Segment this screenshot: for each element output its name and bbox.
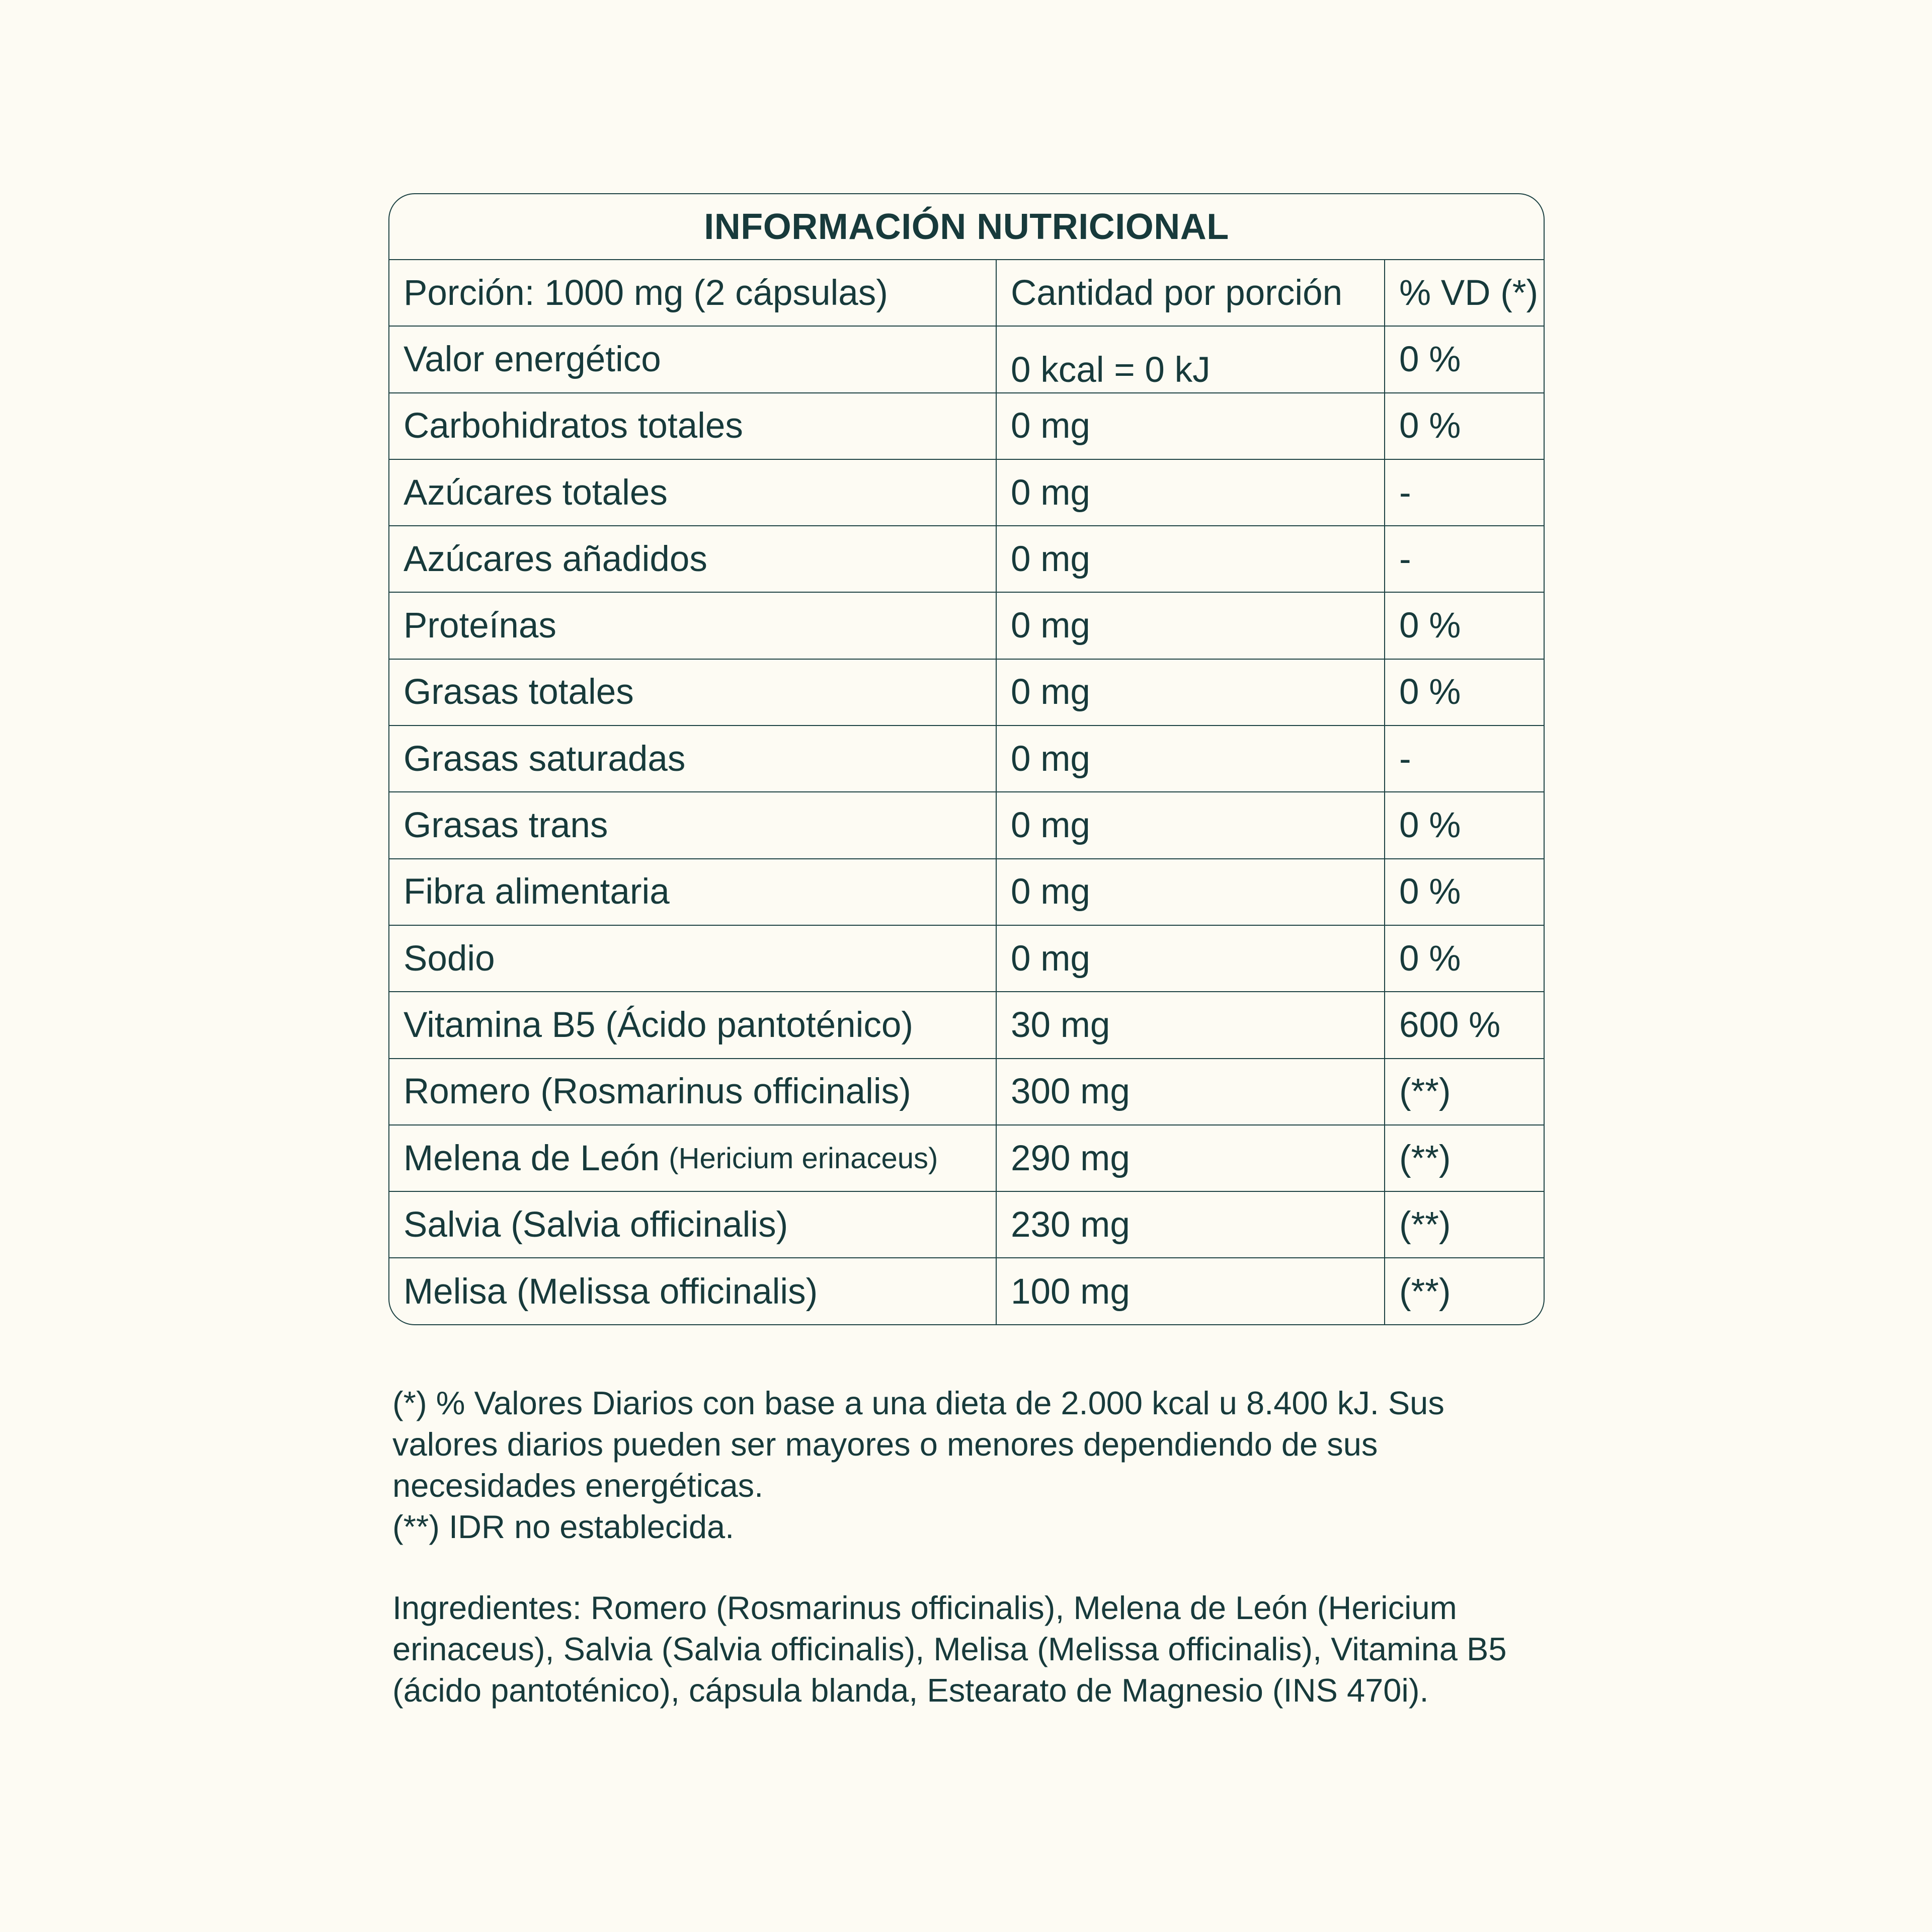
table-row-amount: 0 mg — [997, 660, 1385, 726]
table-row-dv: 0 % — [1385, 859, 1544, 926]
table-row-amount: 0 mg — [997, 393, 1385, 460]
table-row-amount: 0 mg — [997, 926, 1385, 992]
footnote-line: (*) % Valores Diarios con base a una dieta de 2.000 kcal u 8.400 kJ. Sus — [392, 1385, 1444, 1421]
table-row-dv: (**) — [1385, 1125, 1544, 1192]
table-row-dv: - — [1385, 526, 1544, 593]
table-row-amount: 0 mg — [997, 859, 1385, 926]
table-title: INFORMACIÓN NUTRICIONAL — [704, 206, 1229, 247]
table-row-amount: 0 mg — [997, 792, 1385, 859]
table-row-amount: 0 kcal = 0 kJ — [997, 327, 1385, 393]
header-dv: % VD (*) — [1385, 260, 1544, 327]
ingredients-line: Ingredientes: Romero (Rosmarinus officinalis), Melena de León (Hericium — [392, 1589, 1457, 1626]
table-row-amount: 0 mg — [997, 726, 1385, 792]
nutrition-facts-table — [388, 193, 1545, 1325]
footnote-line: necesidades energéticas. — [392, 1467, 764, 1504]
table-row-name: Grasas totales — [389, 660, 997, 726]
table-row-amount: 100 mg — [997, 1258, 1385, 1325]
footnote-line: (**) IDR no establecida. — [392, 1508, 735, 1545]
table-row-name: Grasas saturadas — [389, 726, 997, 792]
table-row-amount: 0 mg — [997, 526, 1385, 593]
table-row-amount: 300 mg — [997, 1059, 1385, 1125]
table-row-dv: 0 % — [1385, 660, 1544, 726]
table-row-name: Salvia (Salvia officinalis) — [389, 1192, 997, 1258]
table-row-name-latin: (Hericium erinaceus) — [669, 1142, 938, 1175]
table-row-amount: 30 mg — [997, 992, 1385, 1059]
table-row-dv: 0 % — [1385, 327, 1544, 393]
ingredients-line: (ácido pantoténico), cápsula blanda, Estearato de Magnesio (INS 470i). — [392, 1672, 1429, 1709]
header-portion: Porción: 1000 mg (2 cápsulas) — [389, 260, 997, 327]
table-row-amount: 290 mg — [997, 1125, 1385, 1192]
table-row-amount: 0 mg — [997, 460, 1385, 526]
table-row-dv: 0 % — [1385, 926, 1544, 992]
footnote-line: valores diarios pueden ser mayores o menores dependiendo de sus — [392, 1426, 1378, 1463]
table-row-name: Azúcares añadidos — [389, 526, 997, 593]
table-row-name: Fibra alimentaria — [389, 859, 997, 926]
table-row-name — [389, 1125, 997, 1192]
table-row-dv: - — [1385, 460, 1544, 526]
table-row-dv: (**) — [1399, 1272, 1451, 1312]
table-row-dv: 0 % — [1385, 593, 1544, 659]
table-row-name: Carbohidratos totales — [389, 393, 997, 460]
table-row-dv: (**) — [1385, 1192, 1544, 1258]
table-row-dv: - — [1385, 726, 1544, 792]
table-row-name: Sodio — [389, 926, 997, 992]
table-row-name: Vitamina B5 (Ácido pantoténico) — [389, 992, 997, 1059]
table-row-name: Melisa (Melissa officinalis) — [389, 1258, 997, 1325]
nutrition-grid — [389, 260, 1544, 1325]
header-amount: Cantidad por porción — [997, 260, 1385, 327]
table-row-dv: 0 % — [1385, 792, 1544, 859]
ingredients-list — [392, 1587, 1565, 1711]
table-row-amount: 230 mg — [997, 1192, 1385, 1258]
table-row-name: Valor energético — [389, 327, 997, 393]
table-row-name: Romero (Rosmarinus officinalis) — [389, 1059, 997, 1125]
table-row-name: Azúcares totales — [389, 460, 997, 526]
table-row-dv: (**) — [1385, 1059, 1544, 1125]
table-row-dv: 600 % — [1385, 992, 1544, 1059]
table-row-name-common: Melena de León — [404, 1138, 660, 1178]
table-title-row — [389, 194, 1544, 260]
table-row-amount: 0 mg — [997, 593, 1385, 659]
ingredients-line: erinaceus), Salvia (Salvia officinalis), Melisa (Melissa officinalis), Vitamina B5 — [392, 1631, 1507, 1667]
table-row-name: Grasas trans — [389, 792, 997, 859]
table-row-dv: 0 % — [1385, 393, 1544, 460]
footnotes — [392, 1383, 1565, 1548]
table-row-name: Proteínas — [389, 593, 997, 659]
